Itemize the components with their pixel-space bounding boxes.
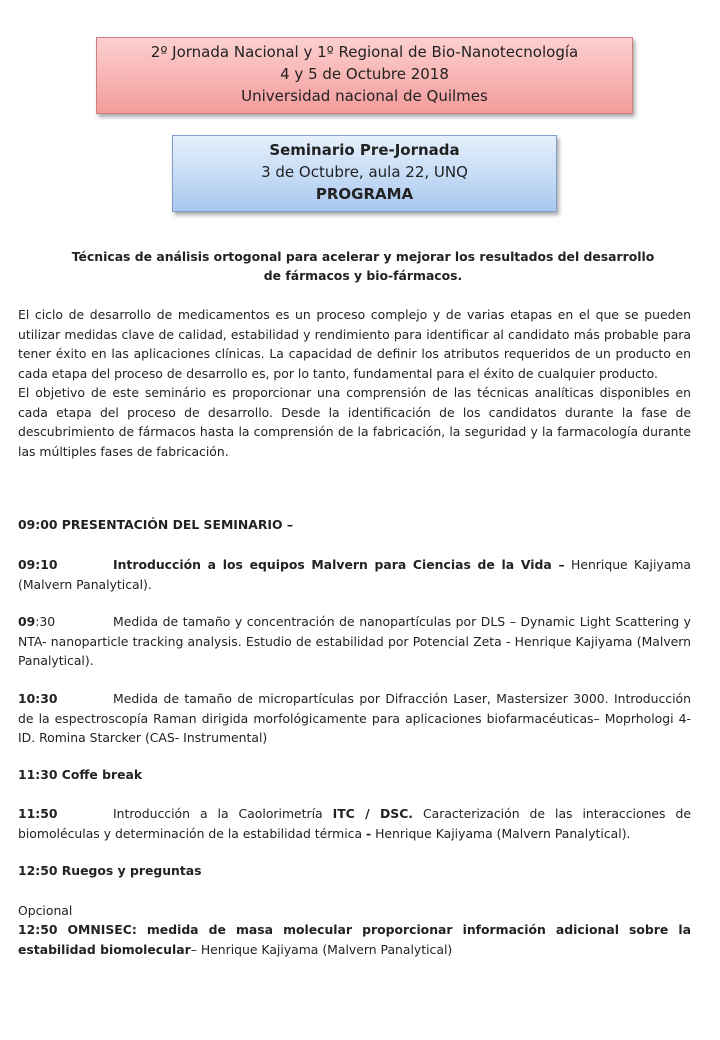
schedule-0900: 09:00 PRESENTACIÓN DEL SEMINARIO – [18, 517, 294, 532]
event-title: 2º Jornada Nacional y 1º Regional de Bio-Nanotecnología [150, 43, 579, 61]
intro-text [18, 305, 691, 461]
program-label: PROGRAMA [315, 185, 414, 203]
topic-line-2: de fármacos y bio-fármacos. [263, 268, 463, 283]
text-1150-b: ITC / DSC. [332, 806, 414, 821]
text-0930: Medida de tamaño y concentración de nanopartículas por DLS – Dynamic Light Scattering y NTA- nanoparticle tracking analysis. Estudio de estabilidad por Potencial Zeta - Henrique Kajiyama (Malvern Panalytical). [18, 614, 691, 668]
seminar-title: Seminario Pre-Jornada [269, 141, 460, 159]
event-dates: 4 y 5 de Octubre 2018 [280, 65, 449, 83]
text-1150-a: Introducción a la Caolorimetría [113, 806, 333, 821]
seminar-box [172, 135, 557, 212]
schedule-0930 [18, 612, 691, 671]
time-1150: 11:50 [18, 806, 58, 821]
text-1030: Medida de tamaño de micropartículas por Difracción Laser, Mastersizer 3000. Introducción de la espectroscopía Raman dirigida morfológicamente para aplicaciones biofarmacéuticas– Moprhologi 4-ID. Romina Starcker (CAS- Instrumental) [18, 691, 691, 745]
text-1150-d: - [366, 825, 372, 841]
schedule-0910 [18, 555, 691, 594]
topic-line-1: Técnicas de análisis ortogonal para acelerar y mejorar los resultados del desarrollo [71, 249, 655, 264]
speaker-0910: Henrique Kajiyama (Malvern Panalytical). [18, 557, 691, 592]
optional-label: Opcional [18, 903, 73, 918]
text-1150-e: Henrique Kajiyama (Malvern Panalytical). [371, 825, 631, 841]
time-0930-min: :30 [35, 614, 56, 629]
text-1150-c: Caracterización de las interacciones de biomoléculas y determinación de la estabilidad térmica [18, 806, 691, 841]
time-0930 [18, 612, 113, 632]
intro-paragraph-2: El objetivo de este seminário es proporcionar una comprensión de las técnicas analíticas disponibles en cada etapa del proceso de desarrollo. Desde la identificación de los candidatos durante la fase de descubrimiento de fármacos hasta la comprensión de la fabricación, la seguridad y la farmacología durante las múltiples fases de fabricación. [18, 385, 691, 459]
title-0910: Introducción a los equipos Malvern para Ciencias de la Vida – [113, 557, 565, 572]
event-header-box [96, 37, 633, 114]
event-venue: Universidad nacional de Quilmes [241, 87, 488, 105]
time-0930-hour: 09 [18, 614, 36, 629]
time-1030: 10:30 [18, 691, 58, 706]
schedule-1250: 12:50 Ruegos y preguntas [18, 863, 202, 878]
optional-speaker: – Henrique Kajiyama (Malvern Panalytical) [190, 941, 453, 957]
schedule-1130: 11:30 Coffe break [18, 767, 143, 782]
schedule-1150 [18, 804, 691, 843]
intro-paragraph-1: El ciclo de desarrollo de medicamentos es un proceso complejo y de varias etapas en el que se pueden utilizar medidas clave de calidad, estabilidad y rendimiento para identificar al candidato más probable para tener éxito en las aplicaciones clínicas. La capacidad de definir los atributos requeridos de un producto en cada etapa del proceso de desarrollo es, por lo tanto, fundamental para el éxito de cualquier producto. [18, 307, 691, 381]
seminar-date-place: 3 de Octubre, aula 22, UNQ [261, 163, 468, 181]
schedule-1030 [18, 689, 691, 748]
time-0910: 09:10 [18, 557, 58, 572]
schedule-optional [18, 920, 691, 959]
topic-title [40, 247, 686, 285]
optional-title: 12:50 OMNISEC: medida de masa molecular proporcionar información adicional sobre la estabilidad biomolecular [18, 922, 691, 957]
